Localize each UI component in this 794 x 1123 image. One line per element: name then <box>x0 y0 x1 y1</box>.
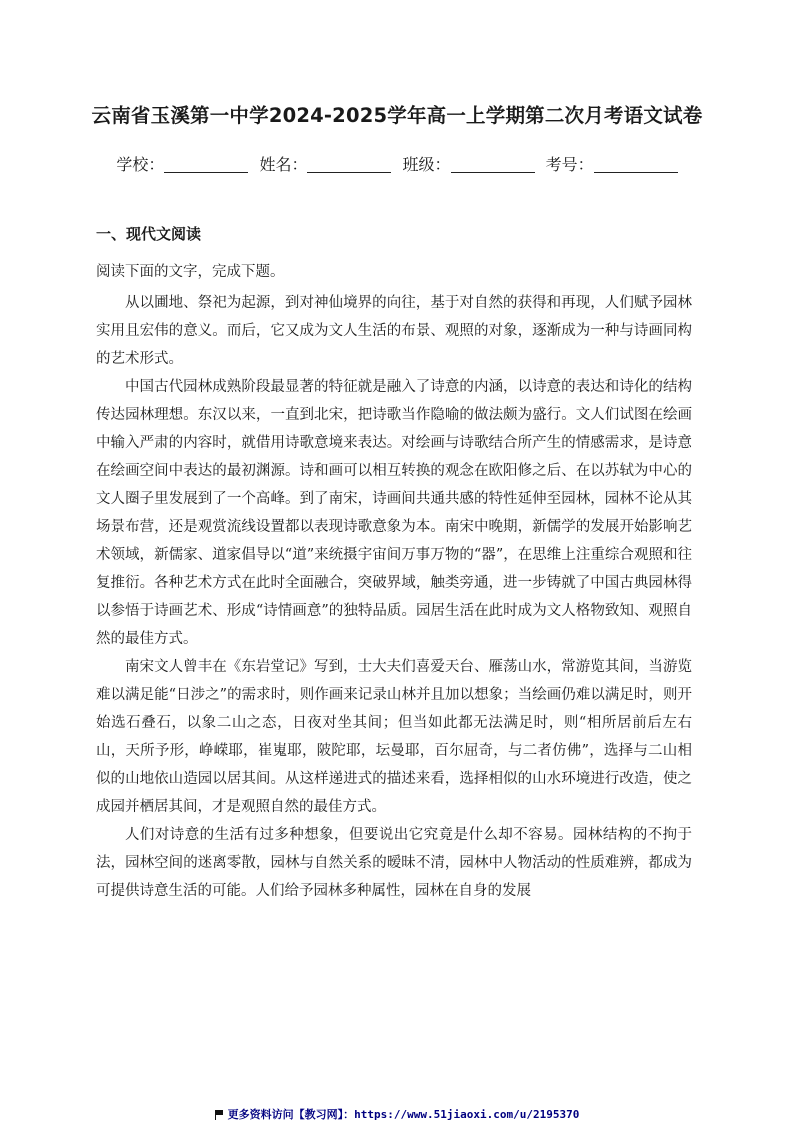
name-field <box>259 152 391 175</box>
reading-passage <box>96 289 692 905</box>
number-field <box>546 152 678 175</box>
passage-paragraph: 南宋文人曾丰在《东岩堂记》写到，士大夫们喜爱天台、雁荡山水，常游览其间，当游览难以满足能“日涉之”的需求时，则作画来记录山林并且加以想象；当绘画仍难以满足时，则开始选石叠石，以象二山之态，日夜对坐其间；但当如此都无法满足时，则“相所居前后左右山，天所予形，峥嵘耶，崔嵬耶，陂陀耶，坛曼耶，百尔屈奇，与二者仿佛”，选择与二山相似的山地依山造园以居其间。从这样递进式的描述来看，选择相似的山水环境进行改造，使之成园并栖居其间，才是观照自然的最佳方式。 <box>96 659 692 815</box>
passage-paragraph: 人们对诗意的生活有过多种想象，但要说出它究竟是什么却不容易。园林结构的不拘于法，园林空间的迷离零散，园林与自然关系的暧昧不清，园林中人物活动的性质难辨，都成为可提供诗意生活的可能。人们给予园林多种属性，园林在自身的发展 <box>96 827 692 899</box>
passage-paragraph: 从以圃地、祭祀为起源，到对神仙境界的向往，基于对自然的获得和再现，人们赋予园林实用且宏伟的意义。而后，它又成为文人生活的布景、观照的对象，逐渐成为一种与诗画同构的艺术形式。 <box>96 295 692 367</box>
school-blank[interactable] <box>164 171 248 173</box>
exam-title: 云南省玉溪第一中学2024-2025学年高一上学期第二次月考语文试卷 <box>91 104 703 127</box>
school-field <box>116 152 248 175</box>
passage-paragraph: 中国古代园林成熟阶段最显著的特征就是融入了诗意的内涵，以诗意的表达和诗化的结构传达园林理想。东汉以来，一直到北宋，把诗歌当作隐喻的做法颇为盛行。文人们试图在绘画中输入严肃的内容时，就借用诗歌意境来表达。对绘画与诗歌结合所产生的情感需求，是诗意在绘画空间中表达的最初渊源。诗和画可以相互转换的观念在欧阳修之后、在以苏轼为中心的文人圈子里发展到了一个高峰。到了南宋，诗画间共通共感的特性延伸至园林，园林不论从其场景布营，还是观赏流线设置都以表现诗歌意象为本。南宋中晚期，新儒学的发展开始影响艺术领域，新儒家、道家倡导以“道”来统摄宇宙间万事万物的“器”，在思维上注重综合观照和往复推衍。各种艺术方式在此时全面融合，突破界域，触类旁通，进一步铸就了中国古典园林得以参悟于诗画艺术、形成“诗情画意”的独特品质。园居生活在此时成为文人格物致知、观照自然的最佳方式。 <box>96 379 692 647</box>
name-blank[interactable] <box>307 171 391 173</box>
reading-instruction: 阅读下面的文字，完成下题。 <box>96 264 285 280</box>
school-label: 学校： <box>116 155 165 174</box>
section-heading: 一、现代文阅读 <box>96 225 202 243</box>
footer-text: 更多资料访问【教习网】：https://www.51jiaoxi.com/u/2195370 <box>227 1108 580 1121</box>
student-info-line <box>0 152 794 175</box>
number-label: 考号： <box>545 155 594 174</box>
flag-icon <box>215 1110 224 1119</box>
class-label: 班级： <box>402 155 451 174</box>
name-label: 姓名： <box>259 155 308 174</box>
footer-link[interactable] <box>0 1106 794 1122</box>
class-blank[interactable] <box>451 171 535 173</box>
number-blank[interactable] <box>594 171 678 173</box>
class-field <box>403 152 535 175</box>
